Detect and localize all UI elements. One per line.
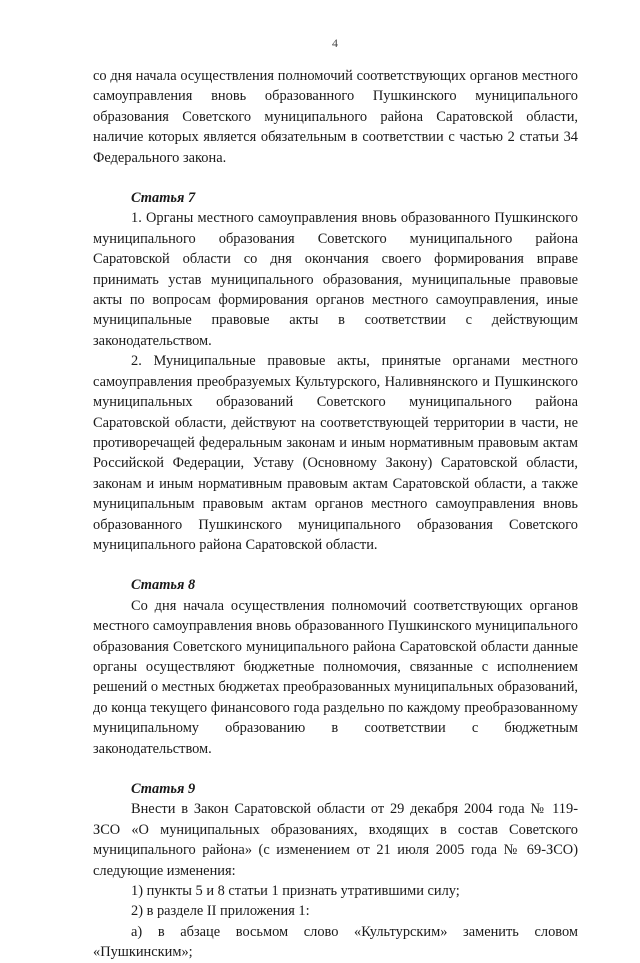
intro-paragraph: со дня начала осуществления полномочий соответствующих органов местного самоуправления вновь образованного Пушкинского муниципального образования Советского муниципального района Саратовской области, наличие которых является обязательным в соответствии с частью 2 статьи 34 Федерального закона. (93, 68, 578, 166)
article-9-heading: Статья 9 (131, 781, 196, 797)
article-9-item-1: 1) пункты 5 и 8 статьи 1 признать утратившими силу; (131, 883, 460, 900)
article-9-paragraph-1: Внести в Закон Саратовской области от 29 декабря 2004 года № 119-ЗСО «О муниципальных образованиях, входящих в состав Советского муниципального района» (с изменением от 21 июля 2005 года № 69-ЗСО) следующие изменения: (93, 801, 578, 879)
article-7-paragraph-2: 2. Муниципальные правовые акты, принятые органами местного самоуправления преобразуемых Культурского, Наливнянского и Пушкинского муниципальных образований Советского муниципального района Саратовской области, действуют на соответствующей территории в части, не противоречащей федеральным законам и иным нормативным правовым актам Российской Федерации, Уставу (Основному Закону) Саратовской области, законам и иным нормативным правовым актам Саратовской области, а также муниципальным правовым актам органов местного самоуправления вновь образованного Пушкинского муниципального образования Советского муниципального района Саратовской области. (93, 353, 578, 553)
article-7-heading: Статья 7 (131, 190, 196, 207)
article-9-item-2: 2) в разделе II приложения 1: (131, 903, 310, 920)
article-8-paragraph-1: Со дня начала осуществления полномочий соответствующих органов местного самоуправления вновь образованного Пушкинского муниципального образования Советского муниципального района Саратовской области данные органы осуществляют бюджетные полномочия, связанные с исполнением решений о местных бюджетах преобразованных муниципальных образований, до конца текущего финансового года раздельно по каждому преобразованному муниципальному образованию в соответствии с бюджетным законодательством. (93, 597, 578, 757)
article-9-subitem-a: а) в абзаце восьмом слово «Культурским» заменить словом «Пушкинским»; (93, 923, 578, 961)
document-body (93, 66, 578, 963)
article-8-heading: Статья 8 (131, 577, 196, 594)
page-number: 4 (332, 36, 338, 50)
article-7-paragraph-1: 1. Органы местного самоуправления вновь образованного Пушкинского муниципального образования Советского муниципального района Саратовской области со дня окончания своего формирования вправе принимать устав муниципального образования, муниципальные правовые акты по вопросам формирования органов местного самоуправления, иные муниципальные правовые акты в соответствии с действующим законодательством. (93, 210, 578, 349)
